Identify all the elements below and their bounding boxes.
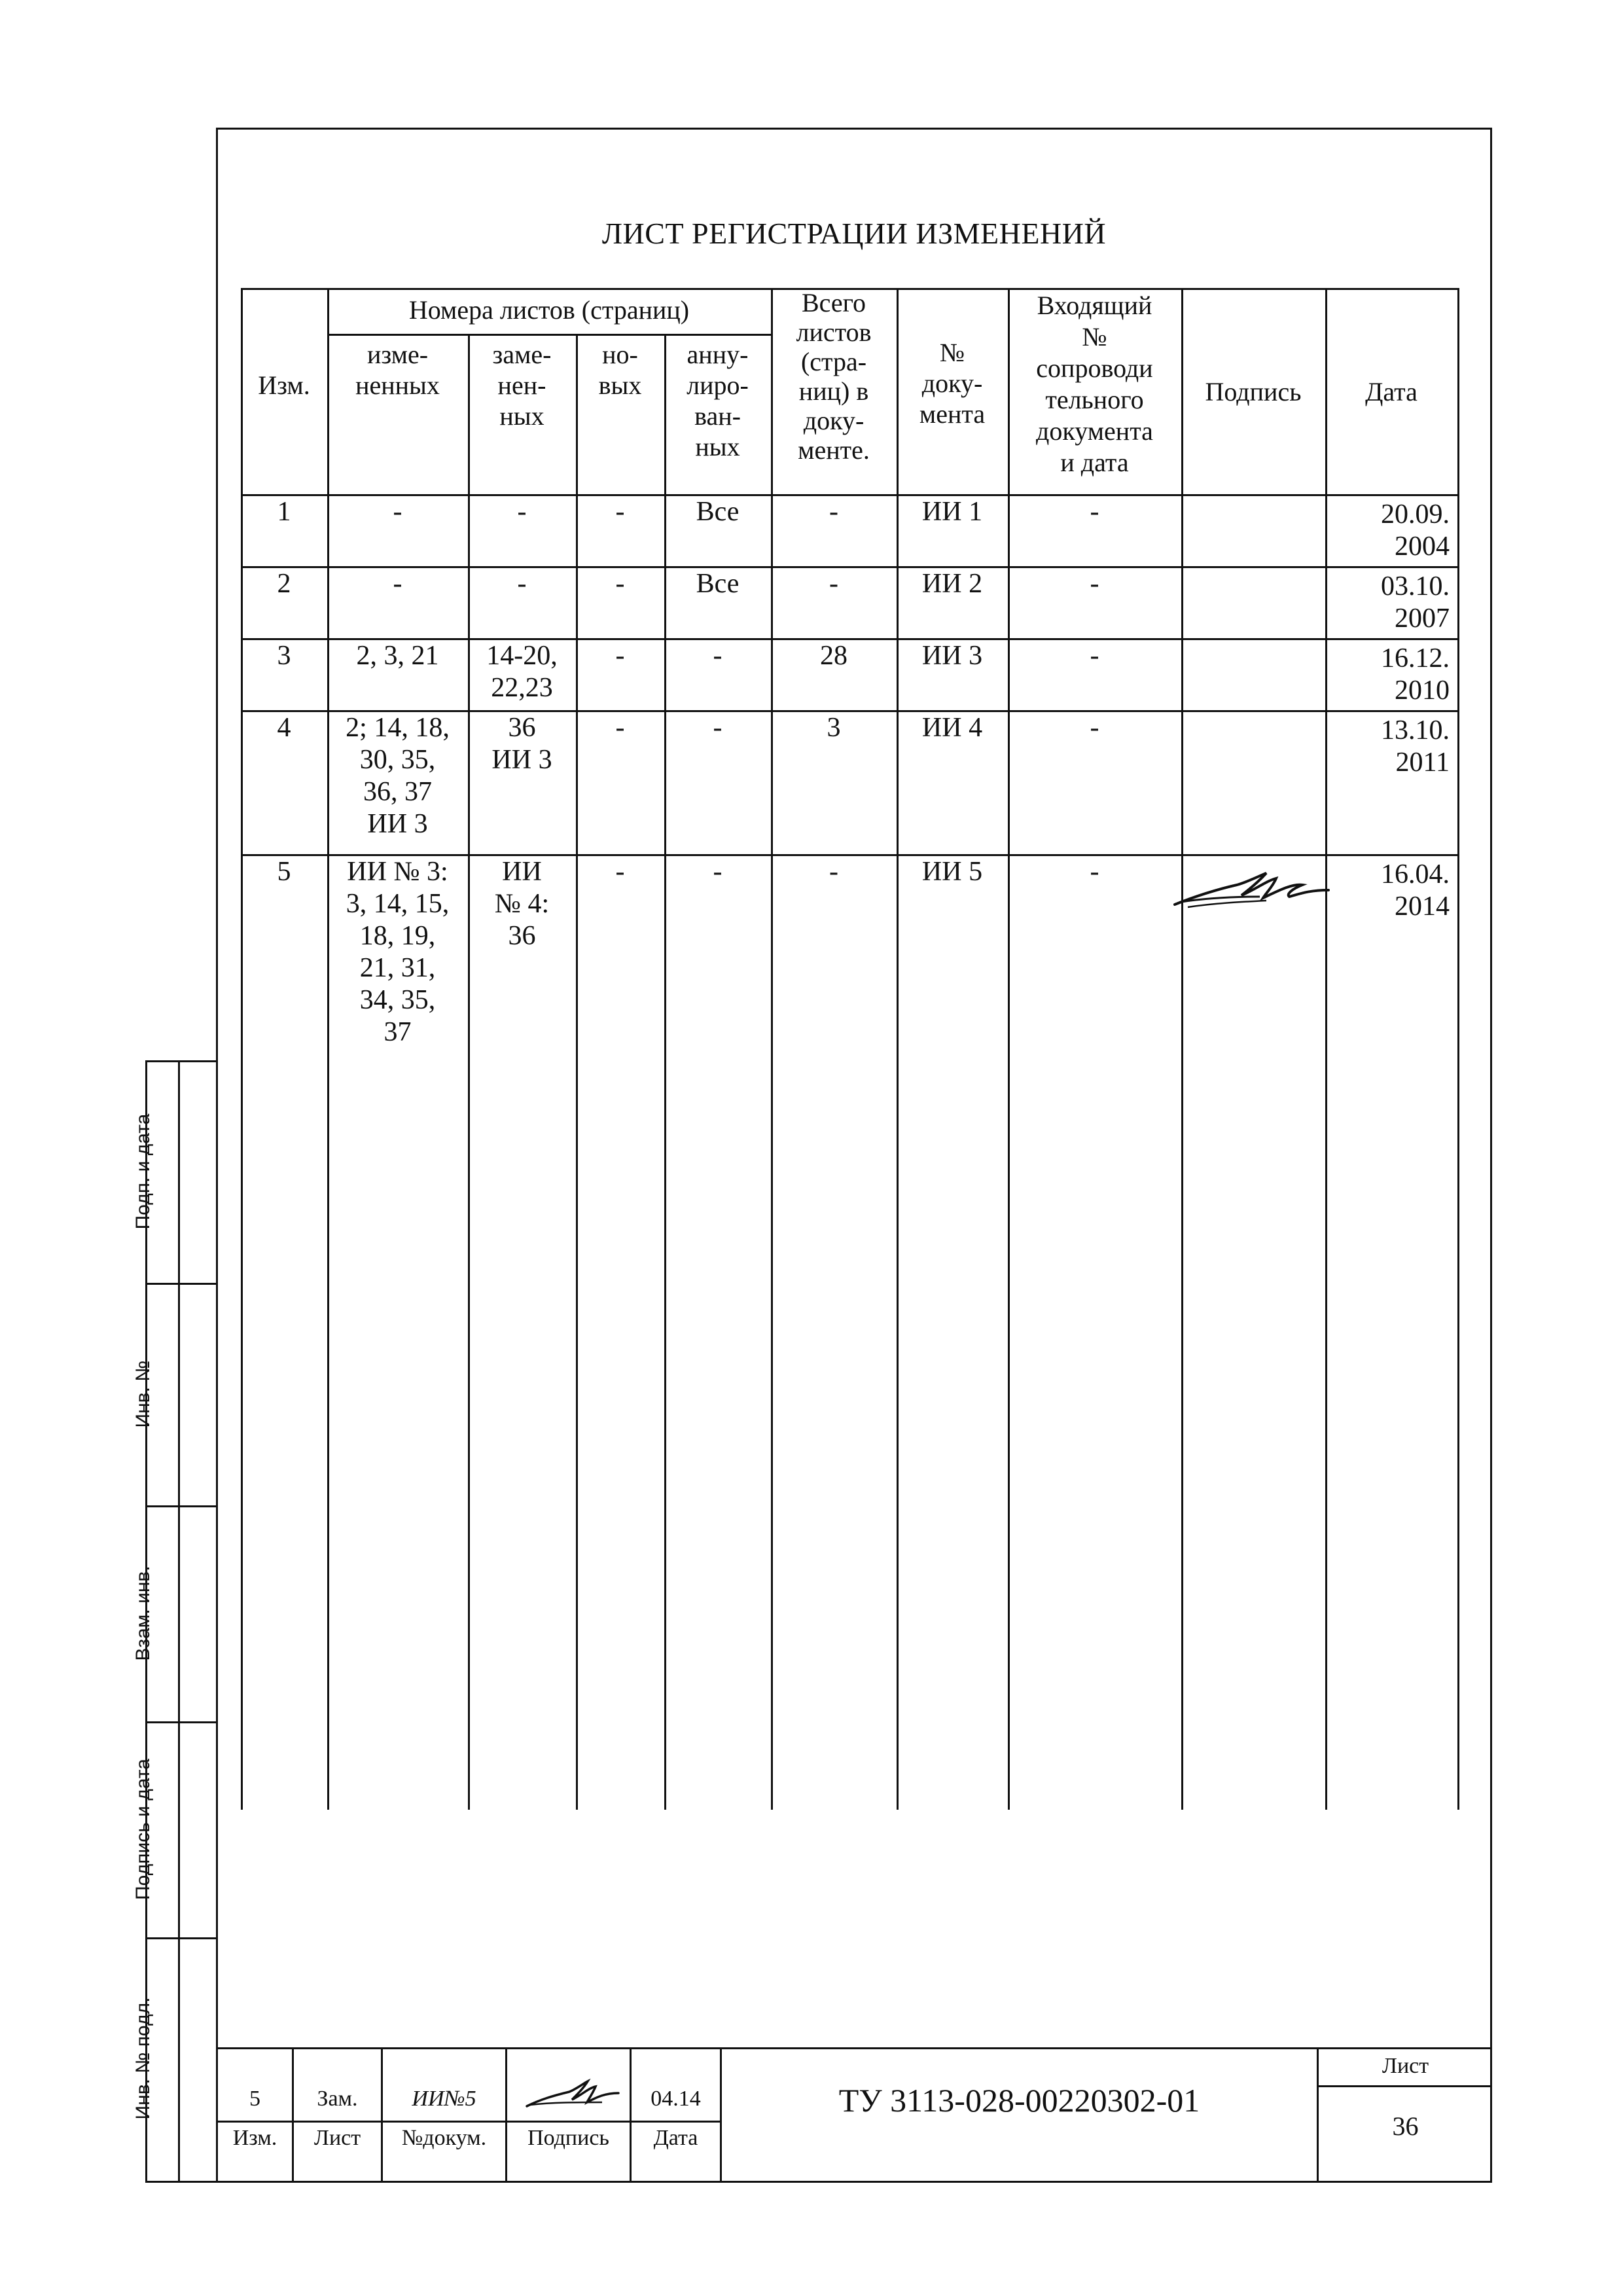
cell-izmenennyh: 2; 14, 18, 30, 35, 36, 37 ИИ 3: [346, 713, 450, 839]
cell-izm: 1: [277, 497, 291, 527]
cell-nomer-doc: ИИ 5: [921, 857, 983, 887]
title-block-col-2: [381, 2047, 383, 2183]
tb-label-nomer-dokum: №докум.: [401, 2126, 487, 2150]
tb-value-list: Зам.: [317, 2087, 358, 2111]
cell-nomer-doc: ИИ 4: [921, 713, 983, 743]
cell-zamenennyh: -: [517, 569, 527, 599]
cell-annulirovannyh: -: [713, 857, 722, 887]
cell-data: 20.09. 2004: [1381, 499, 1450, 562]
title-block-top-line: [216, 2047, 1492, 2049]
cell-izmenennyh: -: [393, 569, 402, 599]
cell-izmenennyh: ИИ № 3: 3, 14, 15, 18, 19, 21, 31, 34, 35, 37: [346, 857, 450, 1047]
cell-vhodyashchiy: -: [1090, 641, 1099, 671]
cell-novyh: -: [615, 641, 625, 671]
col-line-8: [1181, 288, 1183, 1810]
title-block-col-1: [292, 2047, 294, 2183]
tb-label-izm: Изм.: [232, 2126, 277, 2150]
header-sheet-numbers: Номера листов (страниц): [408, 295, 690, 325]
cell-izm: 2: [277, 569, 291, 599]
page-title: ЛИСТ РЕГИСТРАЦИИ ИЗМЕНЕНИЙ: [601, 217, 1107, 250]
side-label-vzam-inv: Взам. инв.: [132, 1566, 154, 1661]
sheet-label: Лист: [1382, 2054, 1429, 2078]
signature-image: [1168, 864, 1332, 913]
cell-novyh: -: [615, 497, 625, 527]
col-line-4: [664, 334, 666, 1810]
cell-annulirovannyh: -: [713, 713, 722, 743]
side-label-inv: Инв. №: [132, 1360, 154, 1428]
cell-vhodyashchiy: -: [1090, 713, 1099, 743]
side-label-podpis-data: Подпись и дата: [132, 1759, 154, 1900]
header-zamenennyh: заме- нен- ных: [492, 340, 552, 431]
cell-vsego: -: [829, 857, 838, 887]
cell-novyh: -: [615, 713, 625, 743]
cell-zamenennyh: ИИ № 4: 36: [494, 857, 550, 951]
side-label-podp-data: Подп. и дата: [132, 1113, 154, 1230]
cell-nomer-doc: ИИ 1: [921, 497, 983, 527]
tb-label-list: Лист: [313, 2126, 361, 2150]
cell-vsego: 28: [820, 641, 847, 671]
header-nomer-doc: № доку- мента: [919, 338, 986, 429]
header-vhodyashchiy: Входящий № сопроводи тельного документа и дата: [1036, 291, 1153, 477]
side-stamp-line-4: [145, 1937, 218, 1939]
cell-novyh: -: [615, 857, 625, 887]
header-novyh: но- вых: [598, 340, 642, 400]
col-line-10: [1457, 288, 1459, 1810]
cell-izm: 5: [277, 857, 291, 887]
cell-vhodyashchiy: -: [1090, 857, 1099, 887]
cell-zamenennyh: 14-20, 22,23: [486, 641, 558, 703]
header-annulirovannyh: анну- лиро- ван- ных: [687, 340, 749, 461]
document-code: ТУ 3113-028-00220302-01: [838, 2082, 1200, 2119]
side-stamp-line-1: [145, 1283, 218, 1285]
side-stamp-top-line: [145, 1060, 218, 1062]
cell-data: 16.04. 2014: [1381, 859, 1450, 922]
title-block-sheet-line: [1317, 2085, 1492, 2087]
cell-vsego: -: [829, 569, 838, 599]
side-stamp-line-2: [145, 1505, 218, 1507]
cell-zamenennyh: -: [517, 497, 527, 527]
header-vsego: Всего листов (стра- ниц) в доку- менте.: [796, 288, 872, 465]
cell-data: 16.12. 2010: [1381, 643, 1450, 706]
tb-value-data: 04.14: [651, 2087, 701, 2111]
cell-vsego: -: [829, 497, 838, 527]
header-izmenennyh: изме- ненных: [355, 340, 440, 400]
cell-data: 13.10. 2011: [1381, 715, 1450, 778]
side-stamp-line-3: [145, 1721, 218, 1723]
title-block-col-3: [505, 2047, 507, 2183]
cell-vhodyashchiy: -: [1090, 497, 1099, 527]
header-data: Дата: [1365, 377, 1418, 406]
tb-value-nomer-dokum: ИИ№5: [412, 2087, 476, 2111]
col-line-3: [576, 334, 578, 1810]
header-podpis: Подпись: [1205, 377, 1302, 406]
side-label-inv-podl: Инв. № подл.: [132, 1997, 154, 2120]
cell-zamenennyh: 36 ИИ 3: [491, 713, 552, 775]
sheet-number: 36: [1392, 2111, 1419, 2141]
side-stamp-bottom-line: [145, 2181, 218, 2183]
cell-annulirovannyh: -: [713, 641, 722, 671]
tb-value-izm: 5: [249, 2087, 260, 2111]
cell-izm: 3: [277, 641, 291, 671]
cell-nomer-doc: ИИ 2: [921, 569, 983, 599]
cell-data: 03.10. 2007: [1381, 571, 1450, 634]
cell-izmenennyh: -: [393, 497, 402, 527]
tb-label-data: Дата: [653, 2126, 698, 2150]
col-line-2: [468, 334, 470, 1810]
side-stamp-inner-line: [178, 1060, 180, 2183]
cell-vsego: 3: [827, 713, 841, 743]
cell-izm: 4: [277, 713, 291, 743]
tb-label-podpis: Подпись: [527, 2126, 609, 2150]
cell-vhodyashchiy: -: [1090, 569, 1099, 599]
cell-annulirovannyh: Все: [696, 497, 740, 527]
header-izm: Изм.: [258, 370, 310, 400]
group-header-line: [327, 334, 771, 336]
cell-annulirovannyh: Все: [696, 569, 740, 599]
cell-izmenennyh: 2, 3, 21: [356, 641, 439, 671]
title-block-col-4: [630, 2047, 632, 2183]
tb-signature-image: [524, 2073, 622, 2113]
cell-nomer-doc: ИИ 3: [921, 641, 983, 671]
cell-novyh: -: [615, 569, 625, 599]
